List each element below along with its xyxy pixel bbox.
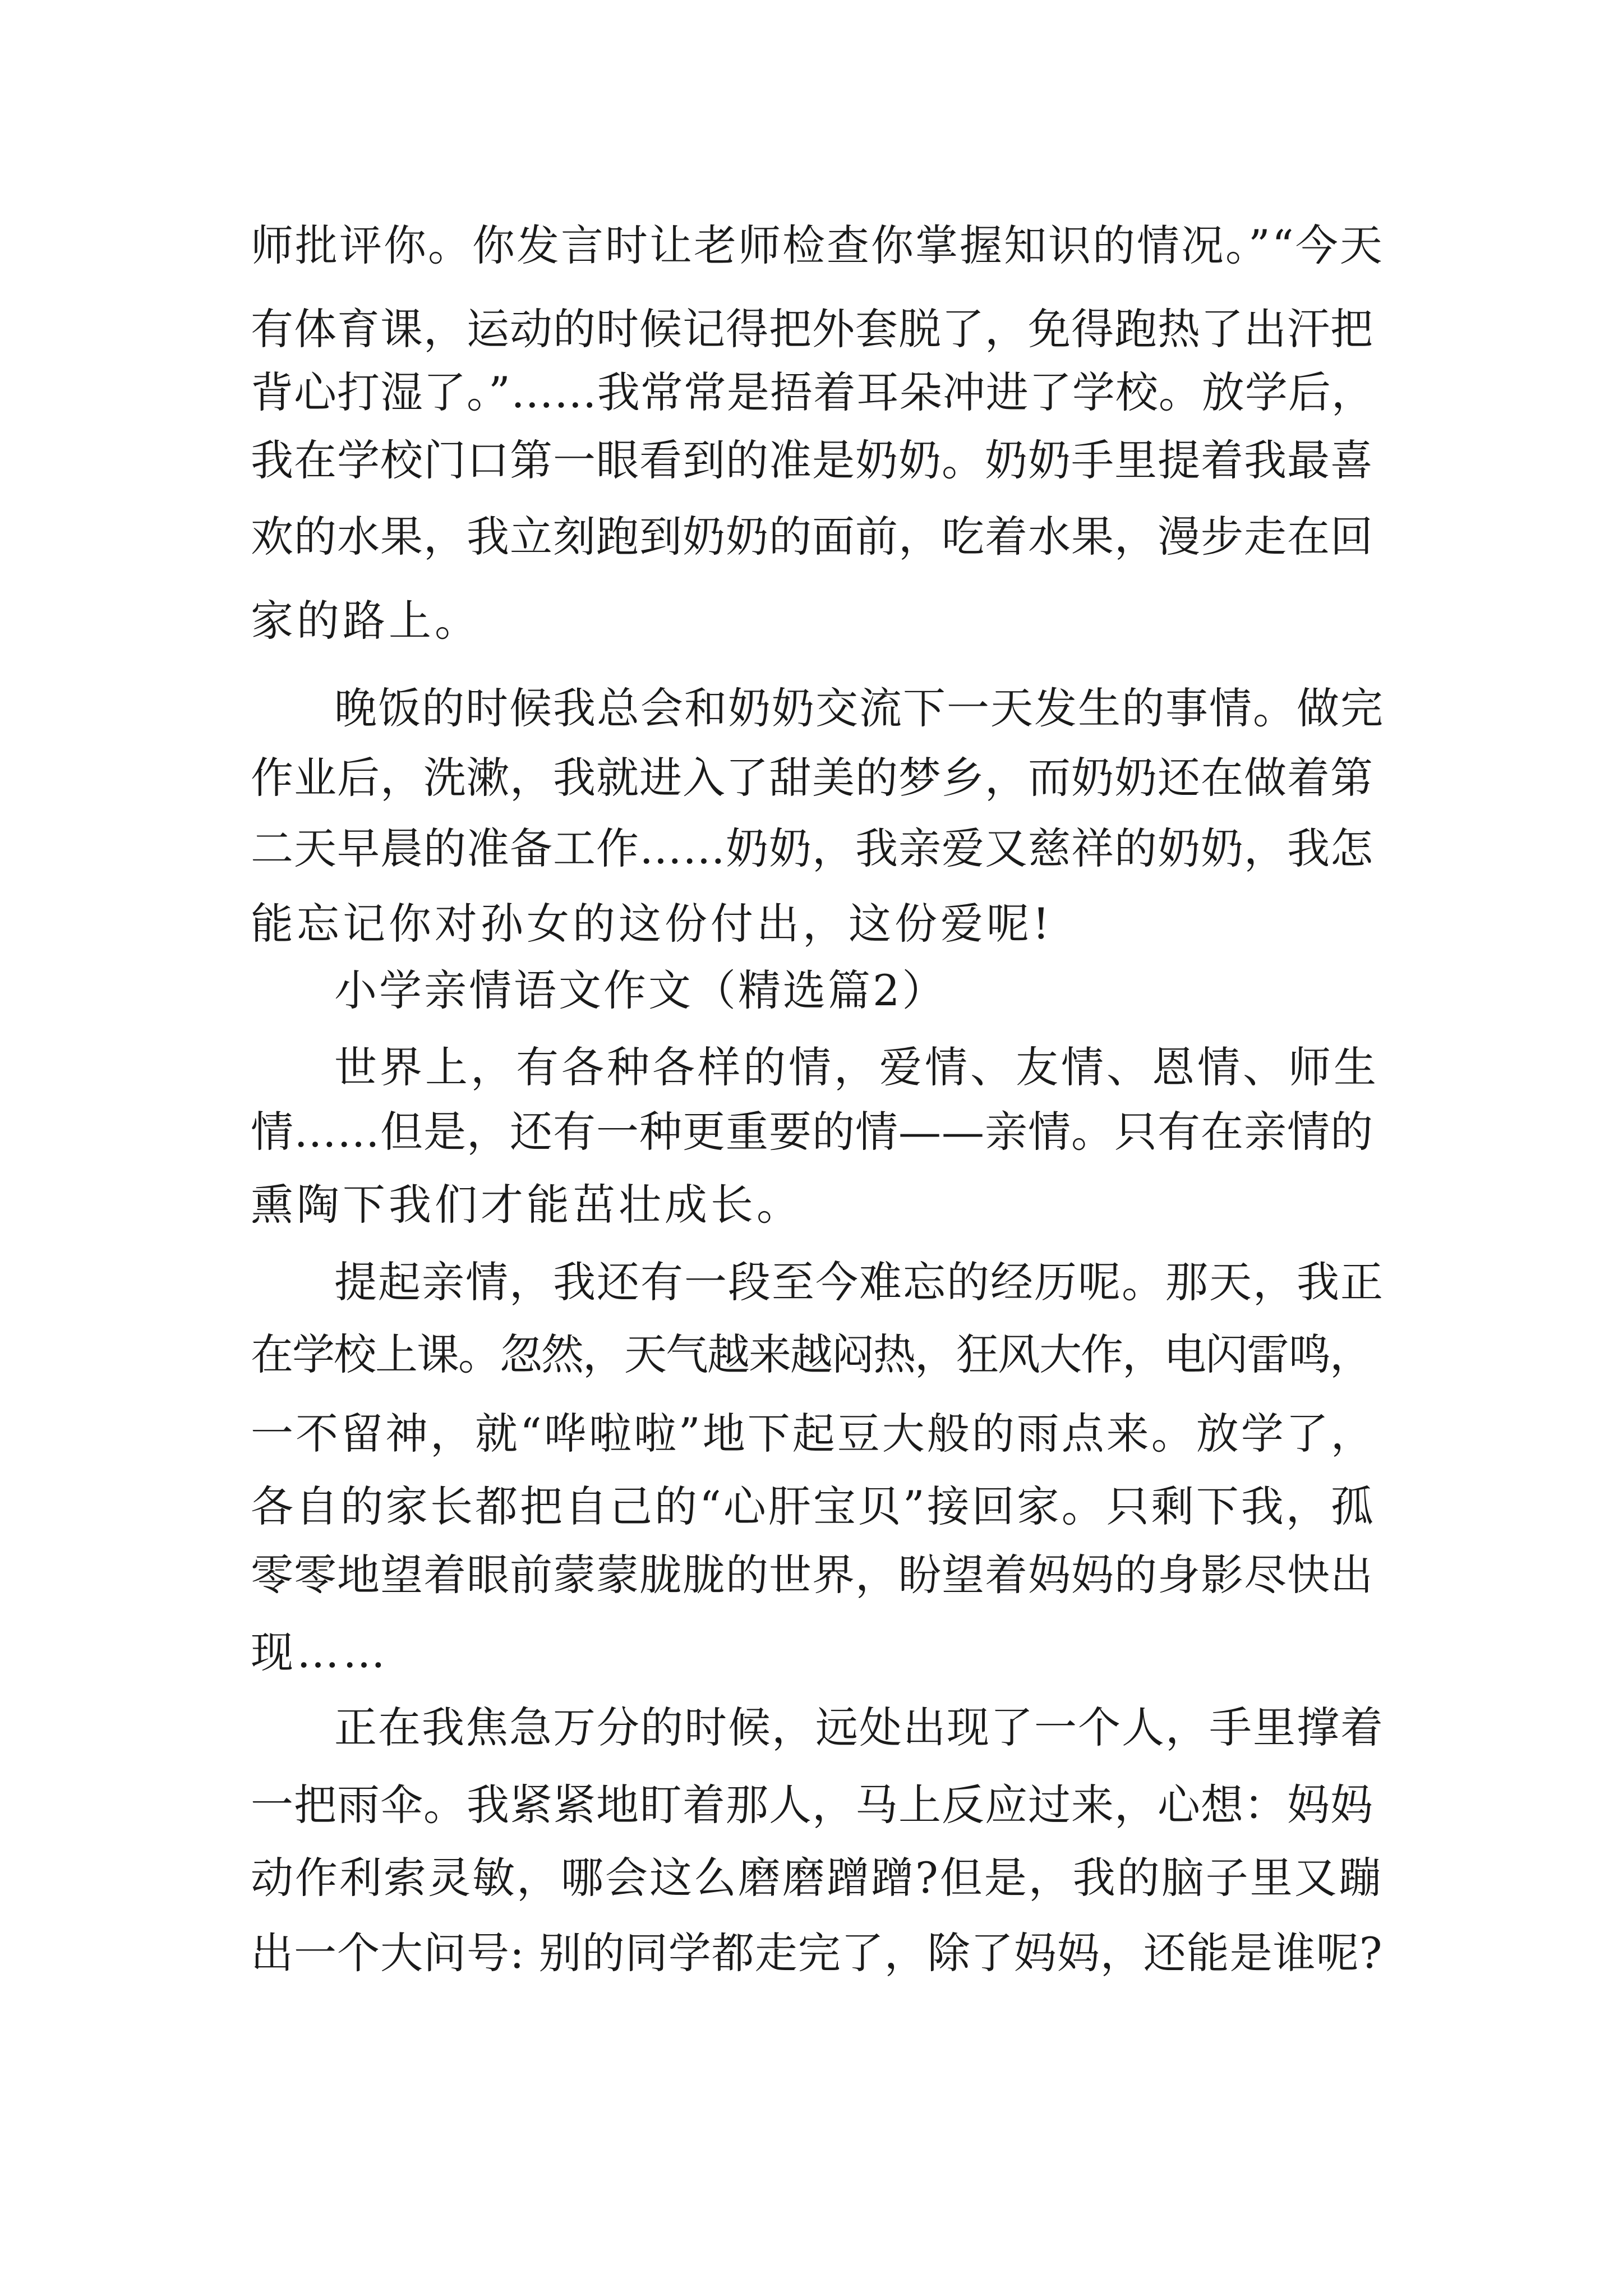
text-line: 一不留神，就“哗啦啦”地下起豆大般的雨点来。放学了， <box>251 1409 1376 1458</box>
text-line: 晚饭的时候我总会和奶奶交流下一天发生的事情。做完 <box>334 683 1384 733</box>
text-line: 二天早晨的准备工作……奶奶，我亲爱又慈祥的奶奶，我怎 <box>251 823 1373 873</box>
text-line: 现…… <box>251 1627 389 1677</box>
text-line: 师批评你。你发言时让老师检查你掌握知识的情况。”“今天 <box>251 220 1384 270</box>
text-line: 情……但是，还有一种更重要的情——亲情。只有在亲情的 <box>251 1107 1373 1157</box>
text-line: 熏陶下我们才能茁壮成长。 <box>251 1180 803 1230</box>
text-line: 世界上，有各种各样的情，爱情、友情、恩情、师生 <box>334 1042 1379 1092</box>
text-line: 各自的家长都把自己的“心肝宝贝”接回家。只剩下我，孤 <box>251 1481 1376 1531</box>
text-line: 动作利索灵敏，哪会这么磨磨蹭蹭?但是，我的脑子里又蹦 <box>251 1853 1383 1903</box>
section-heading: 小学亲情语文作文（精选篇2） <box>334 965 947 1015</box>
text-line: 能忘记你对孙女的这份付出，这份爱呢! <box>251 899 1053 949</box>
text-line: 家的路上。 <box>251 596 481 646</box>
text-line: 一把雨伞。我紧紧地盯着那人，马上反应过来，心想：妈妈 <box>251 1780 1373 1830</box>
text-line: 我在学校门口第一眼看到的准是奶奶。奶奶手里提着我最喜 <box>251 435 1373 485</box>
text-line: 出一个大问号: 别的同学都走完了，除了妈妈，还能是谁呢? <box>251 1928 1383 1978</box>
text-line: 有体育课，运动的时候记得把外套脱了，免得跑热了出汗把 <box>251 304 1373 354</box>
text-line: 作业后，洗漱，我就进入了甜美的梦乡，而奶奶还在做着第 <box>251 753 1373 803</box>
text-line: 提起亲情，我还有一段至今难忘的经历呢。那天，我正 <box>334 1257 1384 1307</box>
text-line: 在学校上课。忽然，天气越来越闷热，狂风大作，电闪雷鸣， <box>251 1329 1371 1379</box>
text-line: 正在我焦急万分的时候，远处出现了一个人，手里撑着 <box>334 1703 1384 1752</box>
text-line: 欢的水果，我立刻跑到奶奶的面前，吃着水果，漫步走在回 <box>251 512 1373 562</box>
text-line: 零零地望着眼前蒙蒙胧胧的世界，盼望着妈妈的身影尽快出 <box>251 1550 1373 1600</box>
text-line: 背心打湿了。”……我常常是捂着耳朵冲进了学校。放学后， <box>251 367 1375 417</box>
